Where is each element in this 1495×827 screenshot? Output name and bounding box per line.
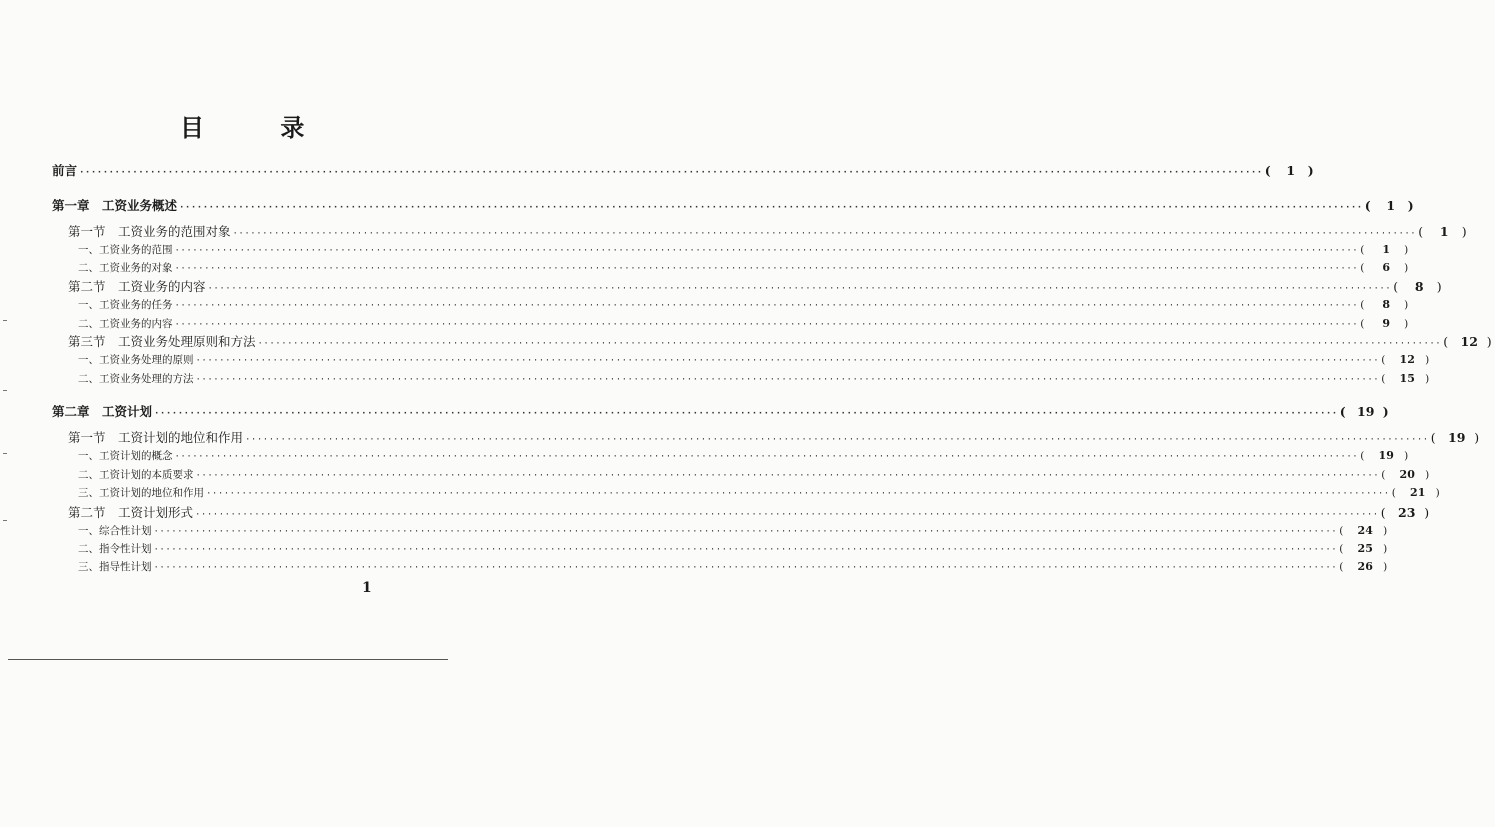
close-paren: ) [1474, 430, 1480, 445]
toc-item [78, 541, 1388, 558]
toc-section [68, 505, 1430, 523]
scan-artifact-mark [3, 453, 7, 454]
close-paren: ) [1424, 505, 1430, 520]
toc-page-number: 26 [1357, 560, 1373, 573]
toc-item [78, 242, 1409, 259]
toc-chapter [52, 163, 1314, 181]
toc-page-number: 6 [1382, 261, 1391, 274]
open-paren: ( [1381, 469, 1386, 481]
dot-leader: ········································································································································································································ [174, 301, 1359, 311]
toc-page-number: 23 [1398, 505, 1416, 520]
toc-item [78, 559, 1388, 576]
scan-artifact-mark [3, 520, 7, 521]
toc-section [68, 430, 1480, 448]
open-paren: ( [1264, 163, 1271, 178]
toc-page-number: 1 [1439, 224, 1449, 239]
dot-leader: ········································································································································································································ [174, 264, 1359, 274]
page-number: 1 [362, 580, 372, 596]
toc-page-number: 8 [1414, 279, 1424, 294]
open-paren: ( [1381, 354, 1386, 366]
toc-item [78, 523, 1388, 540]
toc-section [68, 224, 1467, 242]
toc-page-number: 21 [1410, 486, 1426, 499]
dot-leader: ········································································································································································································ [232, 229, 1417, 239]
dot-leader: ········································································································································································································ [153, 527, 1338, 537]
toc-label: 第一章 工资业务概述 [52, 198, 178, 213]
scan-artifact-mark [3, 390, 7, 391]
toc-label: 前言 [52, 163, 78, 178]
page-title: 目 录 [180, 113, 339, 142]
dot-leader: ········································································································································································································ [195, 510, 1379, 520]
close-paren: ) [1425, 373, 1430, 385]
toc-page-number: 25 [1357, 542, 1373, 555]
dot-leader: ········································································································································································································ [206, 489, 1390, 499]
open-paren: ( [1364, 198, 1371, 213]
toc-label: 第二章 工资计划 [52, 404, 153, 419]
dot-leader: ········································································································································································································ [207, 284, 1392, 294]
toc-item [78, 352, 1430, 369]
open-paren: ( [1360, 450, 1365, 462]
toc-section [68, 279, 1442, 297]
close-paren: ) [1307, 163, 1314, 178]
close-paren: ) [1461, 224, 1467, 239]
open-paren: ( [1360, 244, 1365, 256]
scan-artifact-line [8, 659, 448, 660]
dot-leader: ········································································································································································································ [79, 168, 1263, 178]
toc-label: 第三节 工资业务处理原则和方法 [68, 334, 256, 349]
toc-page-number: 20 [1399, 468, 1415, 481]
open-paren: ( [1393, 279, 1399, 294]
open-paren: ( [1381, 373, 1386, 385]
scan-artifact-mark [3, 320, 7, 321]
toc-label: 第一节 工资业务的范围对象 [68, 224, 231, 239]
toc-label: 二、工资业务的内容 [78, 318, 173, 330]
dot-leader: ········································································································································································································ [179, 203, 1363, 213]
close-paren: ) [1486, 334, 1492, 349]
close-paren: ) [1425, 354, 1430, 366]
close-paren: ) [1383, 561, 1388, 573]
dot-leader: ········································································································································································································ [195, 375, 1380, 385]
open-paren: ( [1430, 430, 1436, 445]
toc-label: 第一节 工资计划的地位和作用 [68, 430, 244, 445]
open-paren: ( [1339, 525, 1344, 537]
dot-leader: ········································································································································································································ [195, 471, 1380, 481]
close-paren: ) [1435, 487, 1440, 499]
open-paren: ( [1391, 487, 1396, 499]
toc-label: 一、工资业务的任务 [78, 299, 173, 311]
toc-page-number: 12 [1460, 334, 1478, 349]
dot-leader: ········································································································································································································ [195, 356, 1380, 366]
toc-item [78, 448, 1409, 465]
close-paren: ) [1404, 244, 1409, 256]
toc-label: 一、综合性计划 [78, 525, 152, 537]
toc-page-number: 9 [1382, 317, 1391, 330]
toc-item [78, 260, 1409, 277]
toc-chapter [52, 198, 1414, 216]
toc-label: 一、工资业务的范围 [78, 244, 173, 256]
toc-label: 第二节 工资业务的内容 [68, 279, 206, 294]
dot-leader: ········································································································································································································ [174, 452, 1359, 462]
toc-page-number: 19 [1448, 430, 1466, 445]
toc-page-number: 19 [1378, 449, 1394, 462]
open-paren: ( [1339, 561, 1344, 573]
toc-label: 三、指导性计划 [78, 561, 152, 573]
toc-label: 一、工资计划的概念 [78, 450, 173, 462]
dot-leader: ········································································································································································································ [245, 435, 1429, 445]
dot-leader: ········································································································································································································ [154, 409, 1338, 419]
dot-leader: ········································································································································································································ [153, 545, 1338, 555]
toc-item [78, 297, 1409, 314]
toc-label: 一、工资业务处理的原则 [78, 354, 194, 366]
dot-leader: ········································································································································································································ [174, 246, 1359, 256]
close-paren: ) [1407, 198, 1414, 213]
toc-label: 二、工资业务的对象 [78, 262, 173, 274]
toc-page-number: 12 [1399, 353, 1415, 366]
toc-page-number: 1 [1382, 243, 1391, 256]
toc-label: 三、工资计划的地位和作用 [78, 487, 204, 499]
toc-label: 二、工资计划的本质要求 [78, 469, 194, 481]
dot-leader: ········································································································································································································ [257, 339, 1442, 349]
toc-item [78, 316, 1409, 333]
toc-item [78, 371, 1430, 388]
open-paren: ( [1360, 262, 1365, 274]
toc-page-number: 8 [1382, 298, 1391, 311]
dot-leader: ········································································································································································································ [174, 320, 1359, 330]
open-paren: ( [1380, 505, 1386, 520]
close-paren: ) [1383, 543, 1388, 555]
open-paren: ( [1339, 404, 1346, 419]
open-paren: ( [1360, 318, 1365, 330]
open-paren: ( [1360, 299, 1365, 311]
close-paren: ) [1436, 279, 1442, 294]
close-paren: ) [1404, 318, 1409, 330]
close-paren: ) [1383, 525, 1388, 537]
toc-item [78, 485, 1440, 502]
close-paren: ) [1382, 404, 1389, 419]
close-paren: ) [1404, 262, 1409, 274]
dot-leader: ········································································································································································································ [153, 563, 1338, 573]
toc-label: 二、指令性计划 [78, 543, 152, 555]
close-paren: ) [1404, 299, 1409, 311]
toc-item [78, 467, 1430, 484]
open-paren: ( [1443, 334, 1449, 349]
close-paren: ) [1425, 469, 1430, 481]
toc-page-number: 15 [1399, 372, 1415, 385]
toc-section [68, 334, 1492, 352]
toc-page-number: 19 [1357, 404, 1375, 419]
toc-page-number: 24 [1357, 524, 1373, 537]
toc-label: 二、工资业务处理的方法 [78, 373, 194, 385]
toc-page-number: 1 [1286, 163, 1296, 178]
open-paren: ( [1418, 224, 1424, 239]
toc-label: 第二节 工资计划形式 [68, 505, 194, 520]
toc-chapter [52, 404, 1389, 422]
close-paren: ) [1404, 450, 1409, 462]
toc-page-number: 1 [1386, 198, 1396, 213]
open-paren: ( [1339, 543, 1344, 555]
